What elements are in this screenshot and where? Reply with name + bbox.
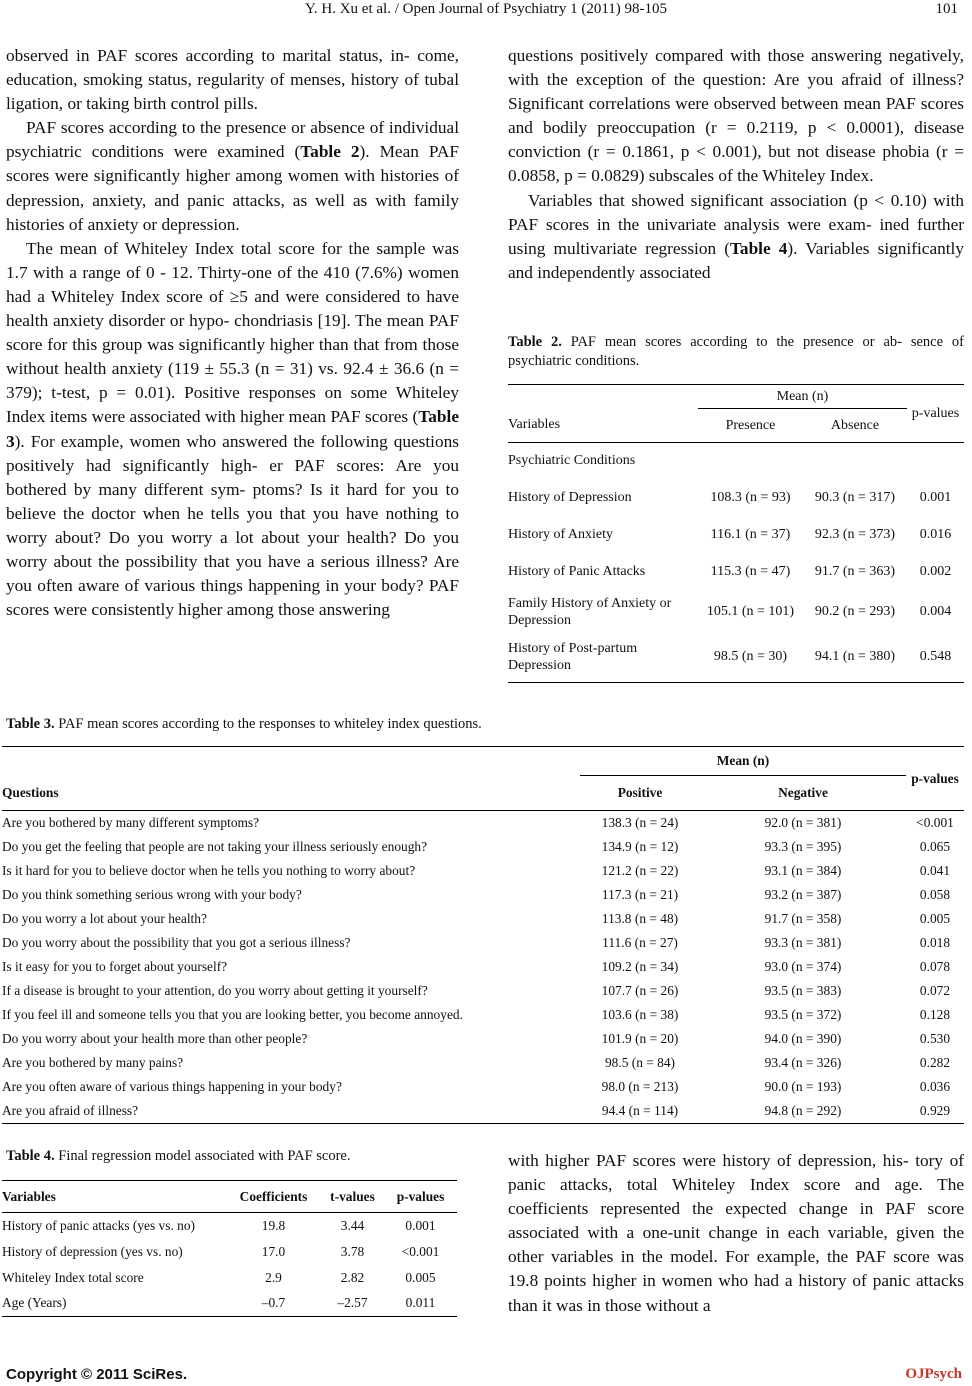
right-column-text [508,44,964,285]
cell-question: Is it hard for you to believe doctor when he tells you nothing to worry about? [2,863,416,878]
table-ref-link[interactable]: Table 3 [6,407,459,451]
paragraph: observed in PAF scores according to marital status, in- come, education, smoking status, regularity of menses, history of tubal ligation, or taking birth control pills. [6,46,459,114]
cell-absence: 94.1 (n = 380) [814,649,896,665]
cell-negative: 93.5 (n = 383) [764,983,842,998]
cell-variable: Whiteley Index total score [2,1269,144,1285]
table-row [508,517,964,554]
cell-variable: History of Panic Attacks [508,564,646,579]
section-label: Psychiatric Conditions [508,453,636,469]
cell-p: <0.001 [401,1243,440,1259]
caption-label: Table 3. [6,716,55,732]
table-row [2,955,964,979]
caption-text: Final regression model associated with PAF score. [54,1148,351,1164]
cell-t: –2.57 [337,1295,368,1311]
cell-p: 0.011 [405,1295,436,1311]
table3-body [2,811,964,1124]
cell-t: 3.78 [340,1243,365,1259]
table-row [2,1003,964,1027]
cell-positive: 98.5 (n = 84) [604,1055,676,1070]
table-row [2,859,964,883]
table3-caption [6,715,964,734]
table-row [2,1075,964,1099]
cell-absence: 90.2 (n = 293) [814,603,896,619]
col-header-presence: Presence [725,417,776,433]
text-run: PAF scores according to the presence or absence of individual psychiatric conditions were examined ( [6,118,459,162]
cell-negative: 93.4 (n = 326) [764,1055,842,1070]
cell-positive: 111.6 (n = 27) [602,935,678,950]
bottom-right-text [508,1149,964,1318]
cell-question: Do you think something serious wrong with your body? [2,887,302,902]
cell-p: 0.530 [919,1031,951,1046]
cell-p: 0.128 [919,1007,951,1022]
cell-absence: 91.7 (n = 363) [814,564,896,579]
cell-presence: 105.1 (n = 101) [706,603,795,619]
table-row [2,811,964,836]
cell-variable: History of depression (yes vs. no) [2,1243,183,1259]
cell-p: 0.072 [919,983,951,998]
cell-variable: History of Anxiety [508,527,613,542]
col-header-positive: Positive [617,785,663,800]
caption-text: PAF mean scores according to the presence or ab- sence of psychiatric conditions. [508,334,964,369]
text-run: ). For example, women who answered the following questions positively had significantly high- er PAF scores: Are you bothered by many different sym- ptoms? Is it hard for you to believe the doctor when he tells you that you have nothing to worry about? Do you worry a lot about your health? Do you worry about the possibility that you have a serious illness? Are you often aware of various things happening in your body? PAF scores were consistently higher among those answering [6,431,459,620]
cell-negative: 93.3 (n = 381) [764,935,842,950]
col-header-p: p-values [911,770,959,786]
cell-coef: 17.0 [261,1243,286,1259]
table-row [508,554,964,591]
cell-p: 0.001 [919,490,952,505]
cell-negative: 93.2 (n = 387) [764,887,842,902]
cell-positive: 138.3 (n = 24) [601,815,679,830]
caption-label: Table 4. [6,1148,55,1164]
cell-negative: 90.0 (n = 193) [764,1079,842,1094]
cell-p: 0.002 [919,564,952,579]
cell-positive: 94.4 (n = 114) [601,1103,679,1118]
cell-question: Are you bothered by many pains? [2,1055,184,1070]
cell-question: Are you bothered by many different symptoms? [2,815,260,830]
cell-p: 0.036 [919,1079,951,1094]
cell-presence: 108.3 (n = 93) [710,490,791,505]
cell-positive: 103.6 (n = 38) [601,1007,679,1022]
cell-p: 0.016 [919,527,952,542]
cell-positive: 121.2 (n = 22) [601,863,679,878]
running-title: Y. H. Xu et al. / Open Journal of Psychiatry 1 (2011) 98-105 [304,1,668,17]
table-row [2,931,964,955]
cell-presence: 116.1 (n = 37) [710,527,791,542]
cell-question: Is it easy for you to forget about yourself? [2,959,228,974]
cell-p: <0.001 [916,815,954,830]
cell-absence: 90.3 (n = 317) [814,490,896,505]
cell-p: 0.018 [919,935,951,950]
cell-positive: 113.8 (n = 48) [601,911,679,926]
cell-p: 0.005 [405,1269,436,1285]
cell-question: Do you worry a lot about your health? [2,911,207,926]
cell-positive: 101.9 (n = 20) [601,1031,679,1046]
cell-positive: 134.9 (n = 12) [601,839,679,854]
cell-p: 0.001 [405,1217,436,1233]
col-header-p: p-values [396,1188,445,1204]
cell-negative: 93.5 (n = 372) [764,1007,842,1022]
table-row [508,480,964,517]
cell-positive: 117.3 (n = 21) [601,887,679,902]
text-run: ). Mean PAF scores were significantly higher among women with histories of depression, anxiety, and panic attacks, as well as with family histories of anxiety or depression. [6,142,460,234]
text-run: Variables that showed significant association (p < 0.10) with PAF scores in the univariate analysis were exam- ined further using multivariate regression ( [508,190,964,258]
cell-negative: 94.0 (n = 390) [764,1031,842,1046]
table-row [2,907,964,931]
col-header-coefficients: Coefficients [239,1188,308,1204]
cell-positive: 107.7 (n = 26) [601,983,679,998]
table-ref-link[interactable]: Table 2 [300,142,360,162]
page-number: 101 [935,1,958,17]
table-row [2,1099,964,1124]
paragraph: questions positively compared with those answering negatively, with the exception of the question: Are you afraid of illness? Significant correlations were observed between mean PAF scores and bodily preoccupation (r = 0.2119, p < 0.0001), disease conviction (r = 0.1861, p < 0.001), but not disease phobia (r = 0.0858, p = 0.0829) subscales of the Whiteley Index. [508,46,964,186]
cell-presence: 98.5 (n = 30) [713,649,788,665]
col-header-negative: Negative [778,785,828,800]
table2 [508,384,964,683]
cell-p: 0.004 [919,603,952,619]
table-row [2,1213,457,1239]
table-ref-link[interactable]: Table 4 [729,238,788,258]
cell-question: Do you worry about your health more than other people? [2,1031,308,1046]
caption-label: Table 2. [508,334,562,350]
cell-variable: Family History of Anxiety or Depression [508,595,672,628]
table3 [2,746,964,1124]
cell-negative: 91.7 (n = 358) [764,911,842,926]
cell-negative: 93.0 (n = 374) [764,959,842,974]
cell-p: 0.078 [919,959,951,974]
table-row [2,1265,457,1291]
cell-coef: 19.8 [261,1217,286,1233]
paragraph [508,189,964,285]
journal-abbrev: OJPsych [905,1366,962,1382]
cell-p: 0.005 [919,911,951,926]
cell-negative: 92.0 (n = 381) [764,815,842,830]
running-header [0,0,972,22]
cell-positive: 109.2 (n = 34) [601,959,679,974]
table-row [2,1051,964,1075]
cell-p: 0.929 [919,1103,951,1118]
cell-t: 3.44 [340,1217,365,1233]
table-row [2,1239,457,1265]
cell-question: If a disease is brought to your attention, do you worry about getting it yourself? [2,983,428,998]
cell-variable: History of panic attacks (yes vs. no) [2,1217,196,1233]
cell-coef: 2.9 [265,1269,282,1285]
table2-caption [508,333,964,371]
cell-variable: History of Depression [508,490,632,505]
paragraph: with higher PAF scores were history of depression, his- tory of panic attacks, total Whiteley Index score and age. The coefficients represented the expected change in PAF score associated with a one-unit change in each variable, given the other variables in the model. For example, the PAF score was 19.8 points higher in women who had a history of panic attacks than it was in those without a [508,1151,964,1315]
cell-variable: Age (Years) [2,1295,67,1311]
table-row [508,591,964,633]
cell-negative: 93.3 (n = 395) [764,839,842,854]
table-row [2,1291,457,1317]
paragraph [6,116,459,236]
table4-caption [6,1147,459,1166]
copyright-notice: Copyright © 2011 SciRes. [6,1366,188,1383]
cell-question: Are you afraid of illness? [2,1103,139,1118]
cell-question: Do you worry about the possibility that you got a serious illness? [2,935,351,950]
table4 [2,1180,457,1317]
mean-header: Mean (n) [698,385,907,409]
mean-header: Mean (n) [580,747,906,776]
cell-positive: 98.0 (n = 213) [601,1079,679,1094]
col-header-variables: Variables [2,1188,56,1204]
left-column-text [6,44,459,622]
cell-p: 0.548 [919,649,952,665]
text-run: ). Variables significantly and independently associated [508,238,964,282]
cell-absence: 92.3 (n = 373) [814,527,896,542]
col-header-variables: Variables [508,417,561,433]
col-header-questions: Questions [2,784,59,800]
table-row [2,979,964,1003]
col-header-t: t-values [330,1188,375,1204]
cell-question: Are you often aware of various things happening in your body? [2,1079,342,1094]
text-run: The mean of Whiteley Index total score for the sample was 1.7 with a range of 0 - 12. Thirty-one of the 410 (7.6%) women had a Whiteley Index score of ≥5 and were considered to have health anxiety disorder or hypo- chondriasis [19]. The mean PAF score for this group was significantly higher than that from those without health anxiety (119 ± 55.3 (n = 31) vs. 92.4 ± 36.6 (n = 379); t-test, p = 0.01). Positive responses on some Whiteley Index items were associated with higher mean PAF scores ( [6,238,459,427]
cell-question: If you feel ill and someone tells you that you are looking better, you become annoyed. [2,1007,463,1022]
table-row [508,633,964,683]
col-header-p: p-values [911,405,960,421]
table-row [2,835,964,859]
cell-p: 0.058 [919,887,951,902]
cell-coef: –0.7 [261,1295,286,1311]
cell-question: Do you get the feeling that people are not taking your illness seriously enough? [2,839,428,854]
cell-p: 0.041 [919,863,951,878]
cell-variable: History of Post-partum Depression [508,641,638,674]
col-header-absence: Absence [830,417,880,433]
cell-p: 0.282 [919,1055,951,1070]
table-row [2,883,964,907]
cell-negative: 94.8 (n = 292) [764,1103,842,1118]
cell-t: 2.82 [340,1269,365,1285]
table-row [2,1027,964,1051]
paragraph [6,237,459,623]
caption-text: PAF mean scores according to the responses to whiteley index questions. [54,716,482,732]
cell-presence: 115.3 (n = 47) [710,564,791,579]
cell-p: 0.065 [919,839,951,854]
cell-negative: 93.1 (n = 384) [764,863,842,878]
